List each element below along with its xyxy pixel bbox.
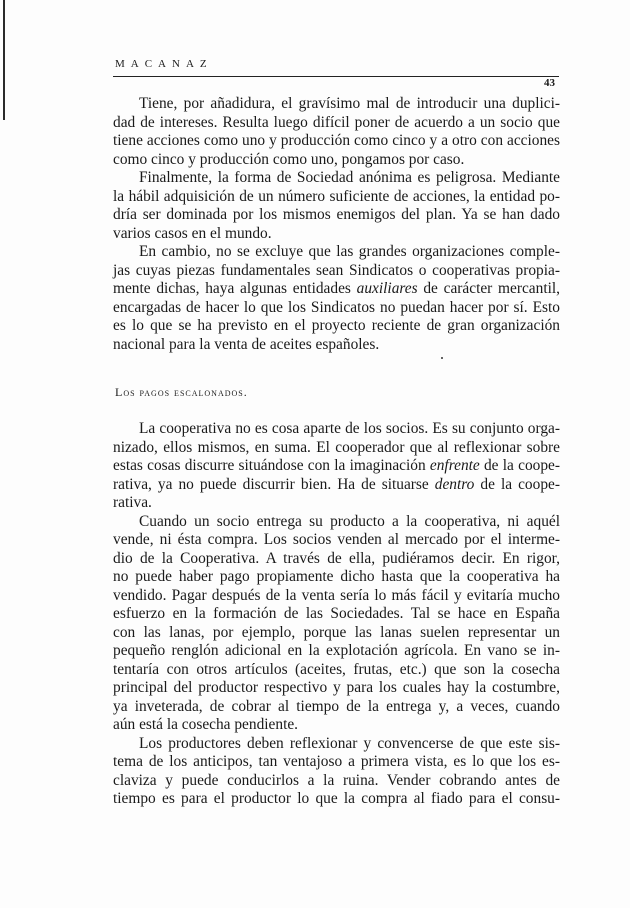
text-line: Finalmente, la forma de Sociedad anónima es peligrosa. Mediante	[139, 169, 560, 186]
text-line: pequeño renglón adicional en la explotación agrícola. En vano se in-	[113, 642, 560, 659]
text-line: nizado, ellos mismos, en suma. El cooperador que al reflexionar sobre	[113, 438, 560, 456]
text-line: esfuerzo en la formación de las Sociedades. Tal se hace en España	[113, 605, 560, 622]
text-line: vendido. Pagar después de la venta sería lo más fácil y evitaría mucho	[113, 586, 560, 604]
text-line: estas cosas discurre situándose con la imaginación enfrente de la coope-	[113, 457, 560, 474]
text-line: con las lanas, por ejemplo, porque las lanas suelen representar un	[113, 623, 560, 641]
text-line: Tiene, por añadidura, el gravísimo mal de introducir una duplici-	[139, 95, 560, 112]
text-line: tentaría con otros artículos (aceites, frutas, etc.) que son la cosecha	[113, 660, 560, 678]
text-line: jas cuyas piezas fundamentales sean Sindicatos o cooperativas propia-	[113, 261, 560, 279]
text-line: mente dichas, haya algunas entidades auxiliares de carácter mercantil,	[113, 280, 560, 297]
page-number: 43	[544, 77, 555, 89]
text-line: varios casos en el mundo.	[113, 224, 272, 242]
text-line: claviza y puede conducirlos a la ruina. Vender cobrando antes de	[113, 771, 560, 789]
text-block-2	[113, 420, 560, 809]
text-line: encargadas de hacer lo que los Sindicatos no puedan hacer por sí. Esto	[113, 298, 560, 316]
section-heading: Los pagos escalonados.	[115, 385, 248, 399]
text-line: En cambio, no se excluye que las grandes organizaciones comple-	[139, 243, 560, 260]
text-line: dad de intereses. Resulta luego difícil poner de acuerdo a un socio que	[113, 113, 560, 131]
text-line: vende, ni ésta compra. Los socios venden al mercado por el interme-	[113, 531, 560, 548]
text-line: no puede haber pago propiamente dicho hasta que la cooperativa ha	[113, 568, 560, 585]
text-line: ya inveterada, de cobrar al tiempo de la entrega y, a veces, cuando	[113, 697, 560, 715]
text-line: La cooperativa no es cosa aparte de los socios. Es su conjunto orga-	[139, 420, 560, 437]
text-line: tema de los anticipos, tan ventajoso a primera vista, es lo que los es-	[113, 753, 560, 770]
text-line: Cuando un socio entrega su producto a la cooperativa, ni aquél	[139, 512, 560, 530]
text-line: es lo que se ha previsto en el proyecto reciente de gran organización	[113, 317, 560, 334]
text-line: rativa.	[113, 494, 152, 511]
text-line: nacional para la venta de aceites españoles.	[113, 335, 380, 353]
text-line: tiempo es para el productor lo que la compra al fiado para el consu-	[113, 790, 560, 807]
text-line: principal del productor respectivo y para los cuales hay la costumbre,	[113, 679, 560, 696]
text-line: dría ser dominada por los mismos enemigos del plan. Ya se han dado	[113, 206, 560, 223]
text-line: la hábil adquisición de un número suficiente de acciones, la entidad po-	[113, 187, 560, 205]
binding-edge	[3, 0, 5, 120]
text-block-1	[113, 95, 560, 354]
ink-speck	[441, 357, 443, 359]
header-rule	[113, 76, 559, 77]
text-line: Los productores deben reflexionar y convencerse de que este sis-	[139, 734, 560, 752]
text-line: como cinco y producción como uno, pongamos por caso.	[113, 150, 465, 168]
text-line: tiene acciones como uno y producción como cinco y a otro con acciones	[113, 132, 560, 149]
running-head: MACANAZ	[115, 58, 213, 70]
text-line: aún está la cosecha pendiente.	[113, 716, 299, 733]
text-line: dio de la Cooperativa. A través de ella, pudiéramos decir. En rigor,	[113, 549, 560, 567]
text-line: rativa, ya no puede discurrir bien. Ha de situarse dentro de la coope-	[113, 475, 560, 493]
